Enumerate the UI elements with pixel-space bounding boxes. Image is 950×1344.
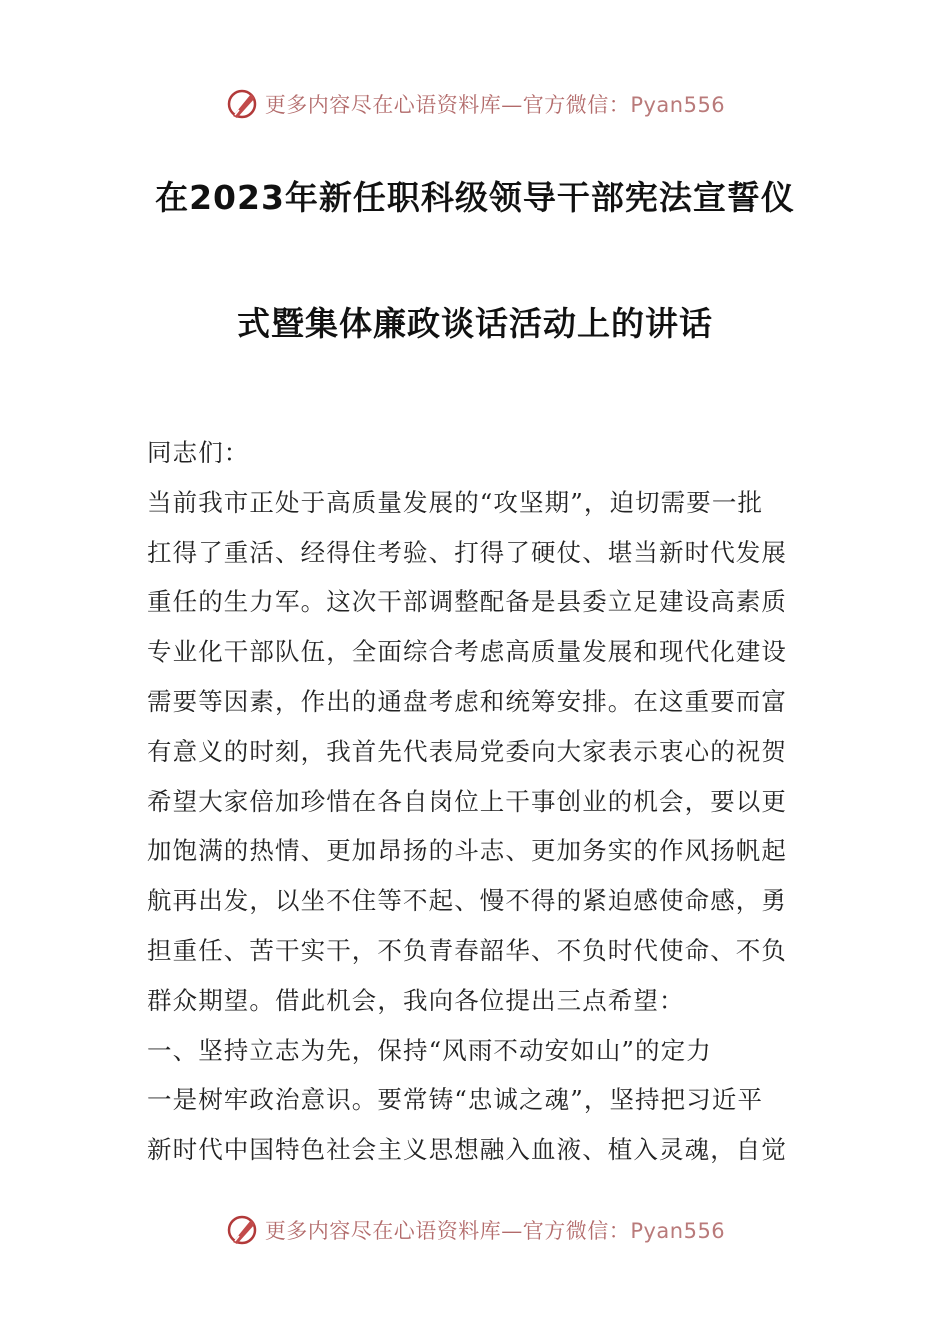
watermark-label: 更多内容尽在心语资料库—官方微信： — [264, 1219, 631, 1243]
document-title-line-1: 在2023年新任职科级领导干部宪法宣誓仪 — [155, 178, 795, 217]
text-line: 希望大家倍加珍惜在各自岗位上干事创业的机会，要以更 — [147, 786, 787, 816]
pen-nib-icon — [225, 86, 261, 122]
watermark-label: 更多内容尽在心语资料库—官方微信： — [264, 93, 631, 117]
text-line: 扛得了重活、经得住考验、打得了硬仗、堪当新时代发展 — [147, 537, 787, 567]
text-line: 一是树牢政治意识。要常铸“忠诚之魂”，坚持把习近平 — [147, 1085, 764, 1115]
text-line: 航再出发，以坐不住等不起、慢不得的紧迫感使命感，勇 — [147, 886, 787, 916]
watermark-text — [265, 89, 725, 119]
watermark-id: Pyan556 — [630, 1219, 726, 1243]
text-line: 担重任、苦干实干，不负青春韶华、不负时代使命、不负 — [147, 935, 787, 965]
salutation: 同志们： — [147, 438, 250, 467]
text-line: 当前我市正处于高质量发展的“攻坚期”，迫切需要一批 — [147, 487, 764, 517]
document-title-line-2: 式暨集体廉政谈话活动上的讲话 — [237, 304, 713, 343]
text-line: 有意义的时刻，我首先代表局党委向大家表示衷心的祝贺 — [147, 736, 787, 766]
text-line: 重任的生力军。这次干部调整配备是县委立足建设高素质 — [147, 587, 787, 617]
header-watermark — [0, 82, 950, 126]
watermark-text — [265, 1215, 725, 1245]
watermark-id: Pyan556 — [630, 93, 726, 117]
text-line: 加饱满的热情、更加昂扬的斗志、更加务实的作风扬帆起 — [147, 836, 787, 866]
document-body — [147, 428, 807, 1175]
text-line: 需要等因素，作出的通盘考虑和统筹安排。在这重要而富 — [147, 686, 787, 716]
section-heading: 一、坚持立志为先，保持“风雨不动安如山”的定力 — [147, 1035, 712, 1065]
pen-nib-icon — [225, 1212, 261, 1248]
text-line: 新时代中国特色社会主义思想融入血液、植入灵魂，自觉 — [147, 1135, 787, 1165]
footer-watermark — [0, 1208, 950, 1252]
text-line: 专业化干部队伍，全面综合考虑高质量发展和现代化建设 — [147, 637, 787, 667]
text-line: 群众期望。借此机会，我向各位提出三点希望： — [147, 985, 685, 1015]
